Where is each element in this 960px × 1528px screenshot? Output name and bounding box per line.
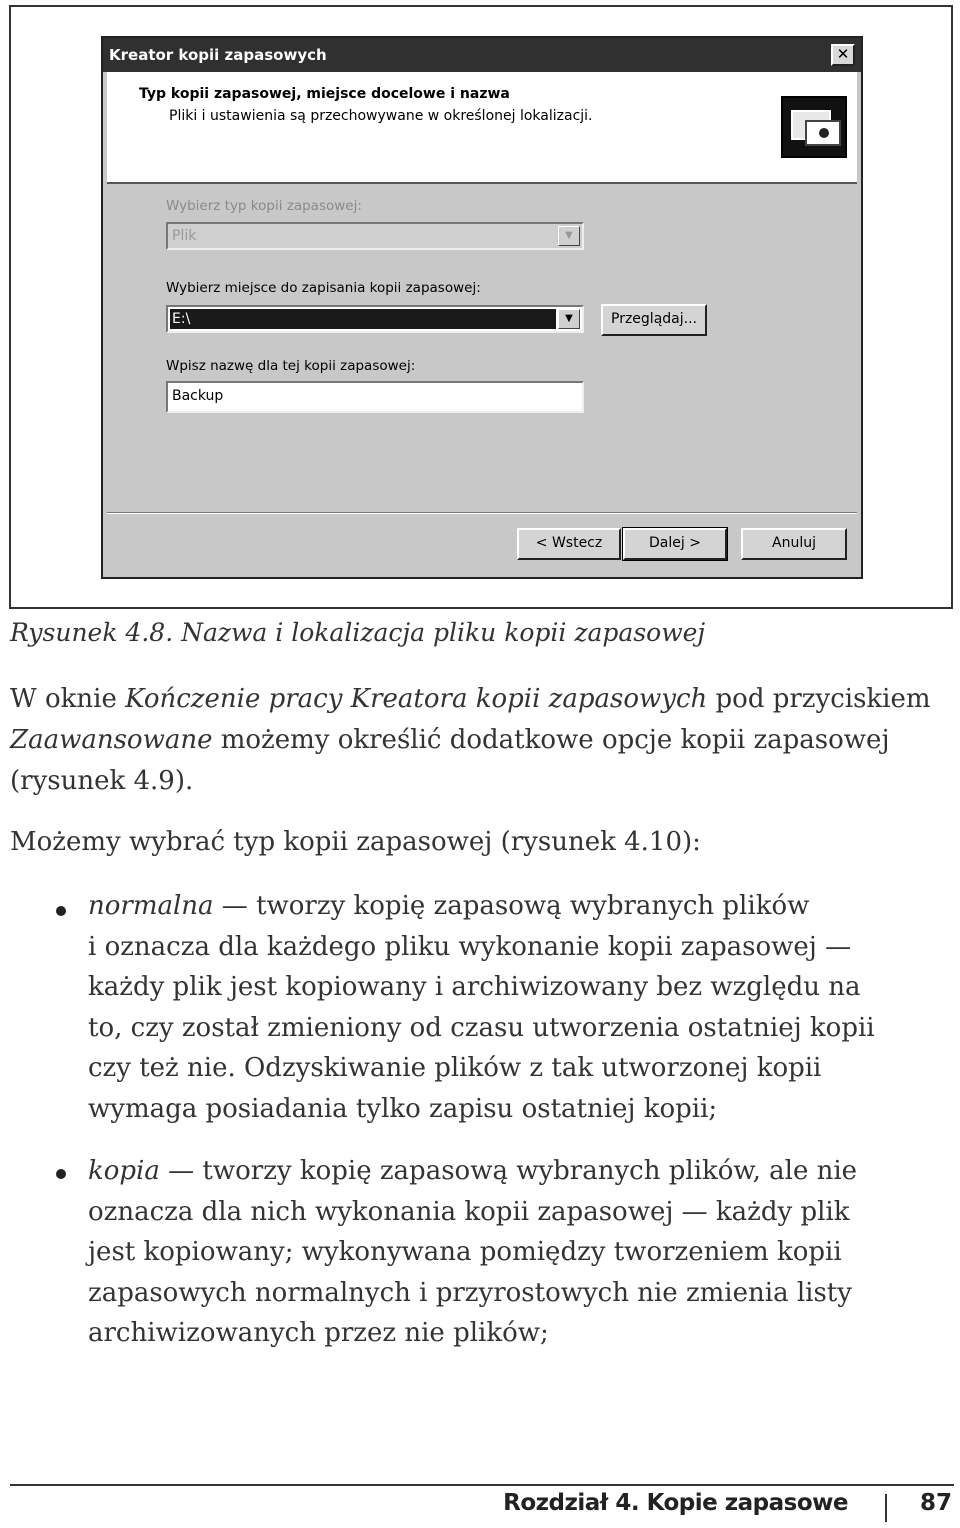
para1-italic-advanced: Zaawansowane [10,725,213,755]
bullet-line: i oznacza dla każdego pliku wykonanie kopii zapasowej — [88,931,852,962]
bullet-line: czy też nie. Odzyskiwanie plików z tak utworzonej kopii [88,1053,822,1083]
backup-name-input[interactable]: Backup [166,381,584,413]
dialog-titlebar[interactable] [103,38,861,72]
figure-caption: Rysunek 4.8. Nazwa i lokalizacja pliku kopii zapasowej [10,618,706,647]
disk-spot [819,128,829,138]
browse-button[interactable]: Przeglądaj... [601,304,707,336]
para1-text-d: (rysunek 4.9). [10,766,194,796]
page-number: 87 [919,1490,952,1516]
close-button[interactable]: ✕ [831,44,855,66]
wizard-step-title: Typ kopii zapasowej, miejsce docelowe i nazwa [139,86,510,102]
para1-text-c: możemy określić dodatkowe opcje kopii zapasowej [212,725,890,755]
backup-wizard-dialog [101,36,863,579]
bullet-line: jest kopiowany; wykonywana pomiędzy tworzeniem kopii [88,1237,842,1267]
para1-text-b: pod przyciskiem [707,684,931,714]
bullet-line: zapasowych normalnych i przyrostowych nie zmienia listy [88,1277,852,1308]
bullet-line: każdy plik jest kopiowany i archiwizowany bez względu na [88,972,861,1002]
destination-value: E:\ [170,309,556,329]
bullet-dot [56,1169,66,1179]
bullet-line: — tworzy kopię zapasową wybranych plików, ale nie [159,1156,858,1186]
list-item [88,1151,952,1354]
bullet-line: archiwizowanych przez nie plików; [88,1318,549,1348]
backup-wizard-icon [781,96,847,158]
next-button[interactable]: Dalej > [623,528,727,560]
para1-italic-window: Kończenie pracy Kreatora kopii zapasowych [125,684,708,714]
paragraph-2: Możemy wybrać typ kopii zapasowej (rysunek 4.10): [10,827,701,857]
chevron-down-icon: ▼ [558,226,580,246]
back-button[interactable]: < Wstecz [517,528,621,560]
paragraph-1 [10,679,950,802]
cancel-button[interactable]: Anuluj [741,528,847,560]
bullet-line: — tworzy kopię zapasową wybranych plików [213,891,810,921]
backup-name-label: Wpisz nazwę dla tej kopii zapasowej: [166,358,416,374]
dialog-title: Kreator kopii zapasowych [109,46,327,64]
backup-type-label: Wybierz typ kopii zapasowej: [166,198,362,214]
destination-label: Wybierz miejsce do zapisania kopii zapasowej: [166,280,481,296]
para1-text-a: W oknie [10,684,126,714]
list-item [88,886,952,1129]
wizard-header [107,72,857,184]
bullet-line: to, czy został zmieniony od czasu utworzenia ostatniej kopii [88,1012,875,1043]
backup-type-value: Plik [172,228,197,244]
bullet-line: wymaga posiadania tylko zapisu ostatniej kopii; [88,1093,718,1124]
bullet-line: oznacza dla nich wykonania kopii zapasowej — każdy plik [88,1196,850,1227]
button-separator [107,512,857,514]
figure-frame [9,5,953,609]
bullet-term: normalna [88,891,214,921]
wizard-step-subtitle: Pliki i ustawienia są przechowywane w określonej lokalizacji. [169,108,593,124]
chevron-down-icon[interactable]: ▼ [558,309,580,329]
destination-select[interactable] [166,305,584,333]
bullet-term: kopia [88,1156,160,1186]
backup-type-select [166,222,584,250]
bullet-dot [56,906,66,916]
footer-separator [885,1494,887,1522]
footer-rule [10,1484,954,1486]
footer-chapter: Rozdział 4. Kopie zapasowe [503,1490,848,1516]
